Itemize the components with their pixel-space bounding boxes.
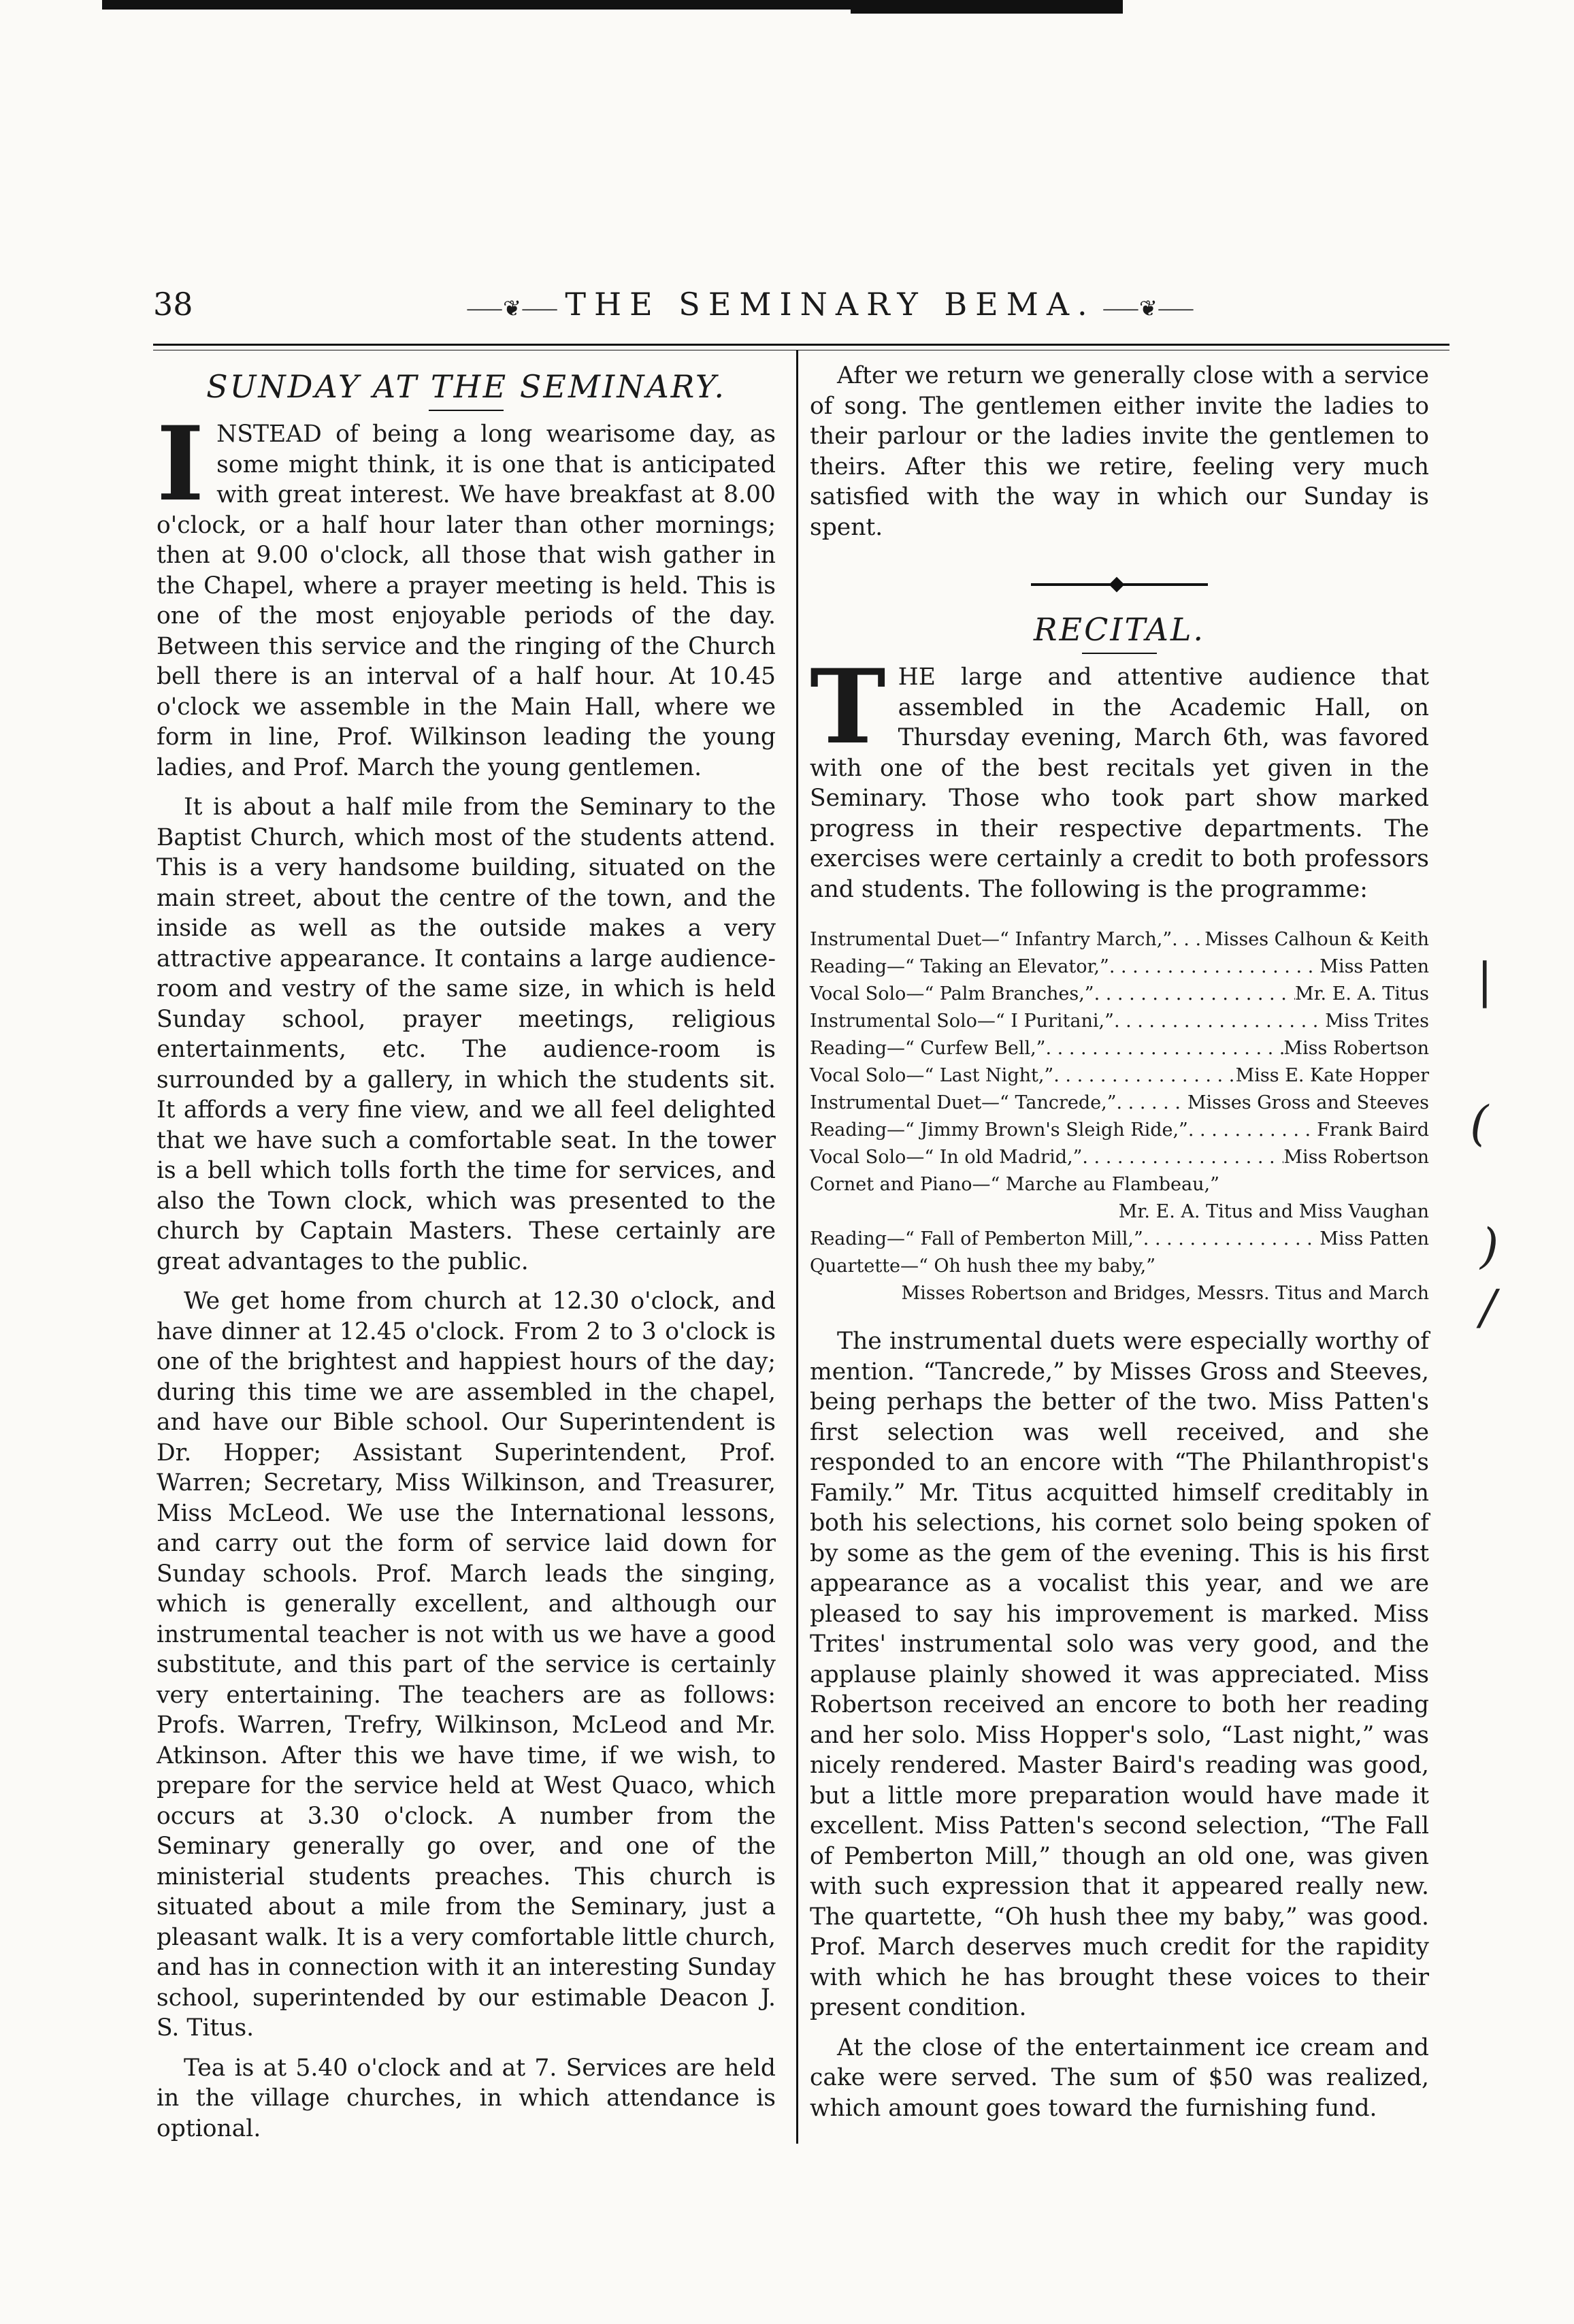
drop-cap: I — [157, 404, 205, 524]
article-paragraph: It is about a half mile from the Seminary to the Baptist Church, which most of the students attend. This is a very handsome building, situated on the main street, about the centre of the town, and the inside as well as the outside makes a very attractive appearance. It contains a large audience-room and vestry of the same size, in which is held Sunday school, prayer meetings, religious entertainments, etc. The audience-room is surrounded by a gallery, in which the students sit. It affords a very fine view, and we all feel delighted that we have such a comfortable seat. In the tower is a bell which tolls forth the time for services, and also the Town clock, which was presented to the church by Captain Masters. These certainly are great advantages to the public. — [157, 793, 776, 1275]
programme-item: Reading—“ Curfew Bell,” . . . Miss Robertson — [810, 1035, 1429, 1062]
programme-item: Reading—“ Jimmy Brown's Sleigh Ride,” . . . Frank Baird — [810, 1117, 1429, 1144]
header-rule — [153, 344, 1449, 346]
right-column — [810, 361, 1429, 2133]
article-paragraph: Tea is at 5.40 o'clock and at 7. Services are held in the village churches, in which attendance is optional. — [157, 2054, 776, 2142]
drop-cap: T — [810, 647, 886, 767]
top-edge-bar — [102, 0, 1123, 10]
article-paragraph: The instrumental duets were especially worthy of mention. “Tancrede,” by Misses Gross and Steeves, being perhaps the better of the two. Miss Patten's first selection was well received, and she responded to an encore with “The Philanthropist's Family.” Mr. Titus acquitted himself creditably in both his selections, his cornet solo being spoken of by some as the gem of the evening. This is his first appearance as a vocalist this year, and we are pleased to say his improvement is marked. Miss Trites' instrumental solo was very good, and the applause plainly showed it was appreciated. Miss Robertson received an encore to both her reading and her solo. Miss Hopper's solo, “Last night,” was nicely rendered. Master Baird's reading was good, but a little more preparation would have made it excellent. Miss Patten's second selection, “The Fall of Pemberton Mill,” though an old one, was given with such expression that it appeared really new. The quartette, “Oh hush thee my baby,” was good. Prof. March deserves much credit for the rapidity with which he has brought these voices to their present condition. — [810, 1328, 1429, 2021]
running-head — [381, 286, 1279, 323]
page-number: 38 — [153, 286, 193, 323]
ornament-icon: ⸺❦⸺ — [1095, 295, 1194, 321]
title-rule — [1082, 653, 1157, 654]
article-paragraph: THE large and attentive audience that assembled in the Academic Hall, on Thursday evening, March 6th, was favored with one of the best recitals yet given in the Seminary. Those who took part show marked progress in their respective departments. The exercises were certainly a credit to both professors and students. The following is the programme: — [810, 647, 1429, 903]
article-paragraph: At the close of the entertainment ice cream and cake were served. The sum of $50 was realized, which amount goes toward the furnishing fund. — [810, 2033, 1429, 2122]
programme-item: Reading—“ Taking an Elevator,” . . . Miss Patten — [810, 953, 1429, 981]
margin-pencil-mark: / — [1480, 1279, 1496, 1335]
programme-item: Reading—“ Fall of Pemberton Mill,” . . . Miss Patten — [810, 1226, 1429, 1253]
section-divider — [1031, 583, 1208, 586]
margin-pencil-mark: ( — [1470, 1096, 1489, 1151]
article-paragraph: After we return we generally close with a service of song. The gentlemen either invite the ladies to their parlour or the ladies invite the gentlemen to theirs. After this we retire, feeling very much satisfied with the way in which our Sunday is spent. — [810, 362, 1429, 541]
programme-item: Instrumental Solo—“ I Puritani,” . . . Miss Trites — [810, 1008, 1429, 1035]
title-rule — [429, 410, 504, 411]
programme-item: Vocal Solo—“ Palm Branches,” . . . Mr. E. A. Titus — [810, 981, 1429, 1008]
article-paragraph: INSTEAD of being a long wearisome day, as some might think, it is one that is anticipated with great interest. We have breakfast at 8.00 o'clock, or a half hour later than other mornings; then at 9.00 o'clock, all those that wish gather in the Chapel, where a prayer meeting is held. This is one of the most enjoyable periods of the day. Between this service and the ringing of the Church bell there is an interval of a half hour. At 10.45 o'clock we assemble in the Main Hall, where we form in line, Prof. Wilkinson leading the young ladies, and Prof. March the young gentlemen. — [157, 404, 776, 781]
programme-item: Quartette—“ Oh hush thee my baby,” Misses Robertson and Bridges, Messrs. Titus and March — [810, 1256, 1429, 1304]
article-title: SUNDAY AT THE SEMINARY. — [206, 368, 726, 405]
top-edge-bar — [851, 10, 1123, 14]
programme-item: Instrumental Duet—“ Infantry March,” . . . Misses Calhoun & Keith — [810, 926, 1429, 953]
margin-pencil-mark: | — [1477, 953, 1493, 1009]
article-title: RECITAL. — [1033, 611, 1206, 648]
programme-list — [810, 926, 1429, 1307]
programme-item: Vocal Solo—“ Last Night,” . . . Miss E. Kate Hopper — [810, 1062, 1429, 1090]
programme-item: Vocal Solo—“ In old Madrid,” . . . Miss Robertson — [810, 1144, 1429, 1171]
left-column — [157, 361, 776, 2153]
margin-pencil-mark: ) — [1480, 1218, 1499, 1274]
article-paragraph: We get home from church at 12.30 o'clock, and have dinner at 12.45 o'clock. From 2 to 3 o'clock is one of the brightest and happiest hours of the day; during this time we are assembled in the chapel, and have our Bible school. Our Superintendent is Dr. Hopper; Assistant Superintendent, Prof. Warren; Secretary, Miss Wilkinson, and Treasurer, Miss McLeod. We use the International lessons, and carry out the form of service laid down for Sunday schools. Prof. March leads the singing, which is generally excellent, and although our instrumental teacher is not with us we have a good substitute, and this part of the service is certainly very entertaining. The teachers are as follows: Profs. Warren, Trefry, Wilkinson, McLeod and Mr. Atkinson. After this we have time, if we wish, to prepare for the service held at West Quaco, which occurs at 3.30 o'clock. A number from the Seminary generally go over, and one of the ministerial students preaches. This church is situated about a mile from the Seminary, just a pleasant walk. It is a very comfortable little church, and has in connection with it an interesting Sunday school, superintended by our estimable Deacon J. S. Titus. — [157, 1288, 776, 2042]
programme-item: Cornet and Piano—“ Marche au Flambeau,” Mr. E. A. Titus and Miss Vaughan — [810, 1174, 1429, 1222]
running-head-title: THE SEMINARY BEMA. — [565, 286, 1096, 323]
column-rule — [796, 350, 798, 2144]
programme-item: Instrumental Duet—“ Tancrede,” . . . Misses Gross and Steeves — [810, 1090, 1429, 1117]
ornament-icon: ⸺❦⸺ — [466, 295, 565, 321]
